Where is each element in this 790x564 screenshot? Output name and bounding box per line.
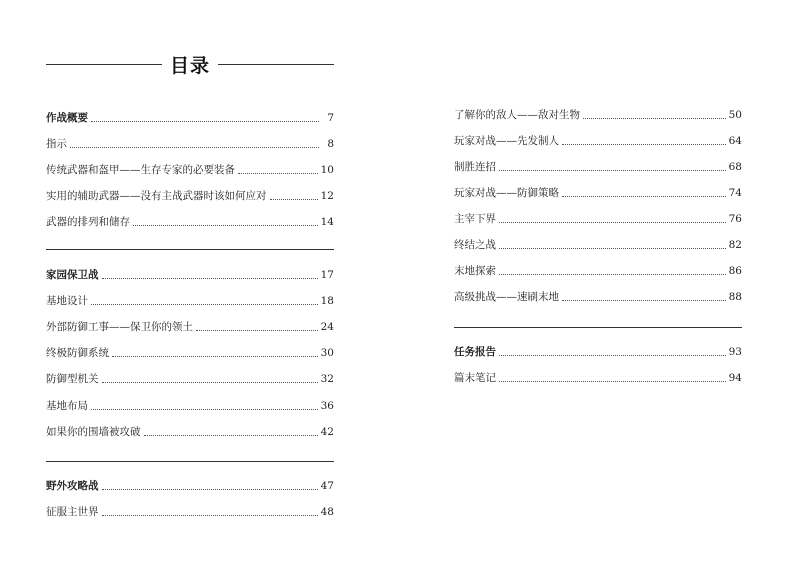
page-number: 86 [728, 265, 742, 277]
toc-entry[interactable] [46, 187, 334, 203]
dot-leader [102, 515, 318, 516]
page-number: 32 [320, 373, 334, 385]
entry-title: 作战概要 [46, 112, 88, 124]
dot-leader [499, 170, 726, 171]
page-number: 8 [327, 138, 334, 150]
toc-entry[interactable] [454, 262, 742, 278]
entry-title: 指示 [46, 138, 67, 150]
toc-entry[interactable] [454, 210, 742, 226]
toc-entry[interactable] [46, 213, 334, 229]
dot-leader [238, 173, 318, 174]
page-number: 12 [320, 190, 334, 202]
toc-entry[interactable] [454, 106, 742, 122]
page-number: 74 [728, 187, 742, 199]
dot-leader [70, 147, 319, 148]
toc-entry[interactable] [46, 370, 334, 386]
dot-leader [196, 330, 318, 331]
dot-leader [499, 274, 726, 275]
page-number: 76 [728, 213, 742, 225]
toc-section-entry[interactable] [46, 477, 334, 493]
toc-entry[interactable] [46, 318, 334, 334]
entry-title: 玩家对战——防御策略 [454, 187, 559, 199]
page-number: 47 [320, 480, 334, 492]
dot-leader [102, 489, 318, 490]
page-number: 7 [327, 112, 334, 124]
toc-section-entry[interactable] [46, 109, 334, 125]
dot-leader [144, 435, 318, 436]
page-number: 64 [728, 135, 742, 147]
toc-entry[interactable] [46, 503, 334, 519]
dot-leader [91, 121, 319, 122]
entry-title: 任务报告 [454, 346, 496, 358]
toc-entry[interactable] [454, 158, 742, 174]
entry-title: 外部防御工事——保卫你的领土 [46, 321, 193, 333]
page-number: 50 [728, 109, 742, 121]
entry-title: 高级挑战——速刷末地 [454, 291, 559, 303]
dot-leader [102, 382, 318, 383]
dot-leader [112, 356, 318, 357]
toc-entry[interactable] [46, 161, 334, 177]
dot-leader [102, 278, 318, 279]
entry-title: 了解你的敌人——敌对生物 [454, 109, 580, 121]
dot-leader [499, 355, 726, 356]
entry-title: 基地布局 [46, 400, 88, 412]
dot-leader [270, 199, 318, 200]
entry-title: 武器的排列和储存 [46, 216, 130, 228]
toc-entry[interactable] [454, 288, 742, 304]
dot-leader [583, 118, 726, 119]
dot-leader [91, 304, 318, 305]
entry-title: 终结之战 [454, 239, 496, 251]
page-number: 88 [728, 291, 742, 303]
section-divider [46, 461, 334, 462]
toc-entry[interactable] [454, 184, 742, 200]
page-number: 14 [320, 216, 334, 228]
toc-section-entry[interactable] [46, 266, 334, 282]
dot-leader [499, 381, 726, 382]
page-number: 17 [320, 269, 334, 281]
page-number: 42 [320, 426, 334, 438]
entry-title: 主宰下界 [454, 213, 496, 225]
page-number: 94 [728, 372, 742, 384]
page-number: 10 [320, 164, 334, 176]
entry-title: 终极防御系统 [46, 347, 109, 359]
entry-title: 如果你的围墙被攻破 [46, 426, 141, 438]
toc-entry[interactable] [454, 369, 742, 385]
entry-title: 基地设计 [46, 295, 88, 307]
entry-title: 篇末笔记 [454, 372, 496, 384]
dot-leader [562, 196, 726, 197]
toc-entry[interactable] [454, 132, 742, 148]
heading-rule-right [218, 64, 334, 65]
dot-leader [91, 409, 318, 410]
page-number: 30 [320, 347, 334, 359]
entry-title: 末地探索 [454, 265, 496, 277]
dot-leader [133, 225, 318, 226]
page-number: 93 [728, 346, 742, 358]
dot-leader [562, 300, 726, 301]
entry-title: 实用的辅助武器——没有主战武器时该如何应对 [46, 190, 267, 202]
toc-entry[interactable] [46, 344, 334, 360]
page-number: 48 [320, 506, 334, 518]
toc-entry[interactable] [46, 423, 334, 439]
page-number: 68 [728, 161, 742, 173]
dot-leader [499, 222, 726, 223]
entry-title: 征服主世界 [46, 506, 99, 518]
toc-entry[interactable] [46, 397, 334, 413]
entry-title: 防御型机关 [46, 373, 99, 385]
toc-entry[interactable] [454, 236, 742, 252]
entry-title: 玩家对战——先发制人 [454, 135, 559, 147]
entry-title: 传统武器和盔甲——生存专家的必要装备 [46, 164, 235, 176]
section-divider [46, 249, 334, 250]
dot-leader [499, 248, 726, 249]
page-number: 36 [320, 400, 334, 412]
heading-rule-left [46, 64, 162, 65]
toc-entry[interactable] [46, 292, 334, 308]
page-number: 24 [320, 321, 334, 333]
toc-heading [46, 50, 334, 78]
toc-entry[interactable] [46, 135, 334, 151]
dot-leader [562, 144, 726, 145]
entry-title: 野外攻略战 [46, 480, 99, 492]
page-number: 18 [320, 295, 334, 307]
page-number: 82 [728, 239, 742, 251]
toc-section-entry[interactable] [454, 343, 742, 359]
entry-title: 制胜连招 [454, 161, 496, 173]
entry-title: 家园保卫战 [46, 269, 99, 281]
toc-title: 目录 [170, 54, 211, 77]
section-divider [454, 327, 742, 328]
